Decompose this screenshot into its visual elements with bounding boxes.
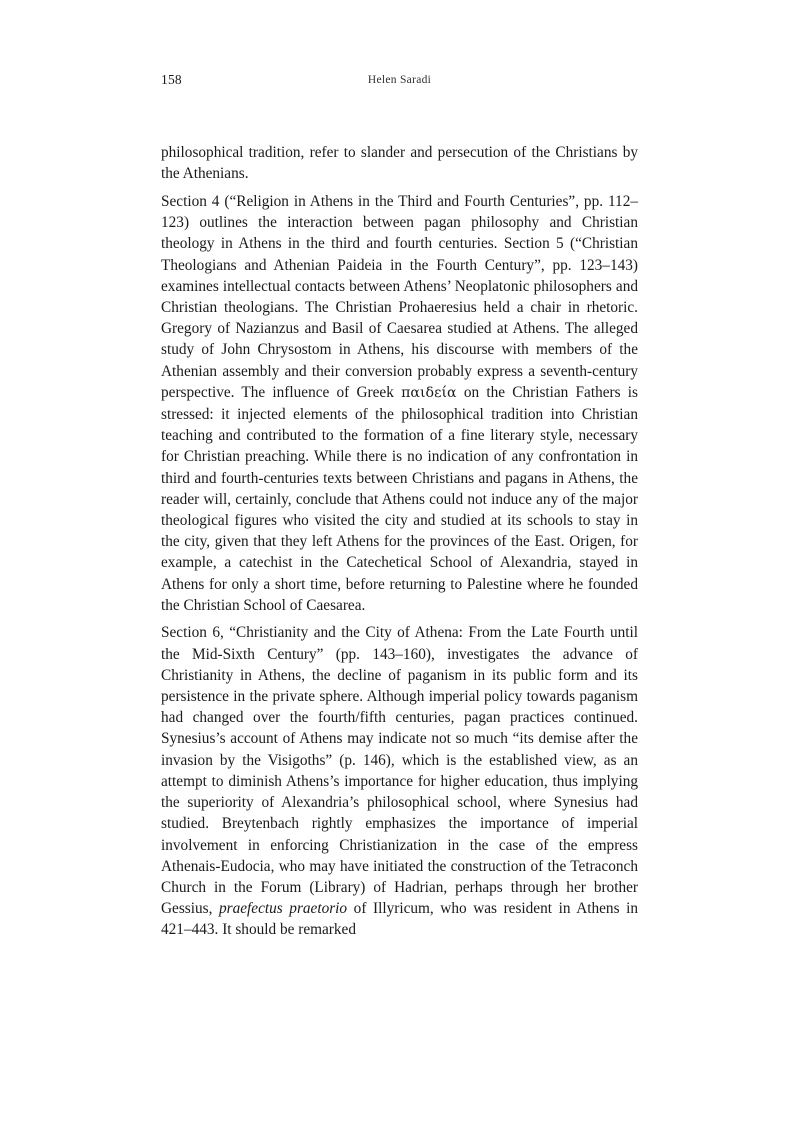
page-number: 158: [161, 72, 182, 87]
paragraph-3-text-before-italic: Section 6, “Christianity and the City of Athena: From the Late Fourth until the Mid-Sixth Century” (pp. 143–160), investigates the advance of Christianity in Athens, the decline of paganism in its public form and its persistence in the private sphere. Although imperial policy towards paganism had changed over the fourth/fifth centuries, pagan practices continued. Synesius’s account of Athens may indicate not so much “its demise after the invasion by the Visigoths” (p. 146), which is the established view, as an attempt to diminish Athens’s importance for higher education, thus implying the superiority of Alexandria’s philosophical school, where Synesius had studied. Breytenbach rightly emphasizes the importance of imperial involvement in enforcing Christianization in the case of the empress Athenais-Eudocia, who may have initiated the construction of the Tetraconch Church in the Forum (Library) of Hadrian, perhaps through her brother Gessius,: [161, 624, 638, 918]
paragraph-1: [161, 142, 638, 184]
body-text-block: [161, 142, 638, 941]
paragraph-3-text-after-italic: of Illyricum, who was resident in Athens in 421–443. It should be remarked: [161, 900, 638, 939]
paragraph-2-text-before-greek: Section 4 (“Religion in Athens in the Third and Fourth Centuries”, pp. 112–123) outlines the interaction between pagan philosophy and Christian theology in Athens in the third and fourth centuries. Section 5 (“Christian Theologians and Athenian Paideia in the Fourth Century”, pp. 123–143) examines intellectual contacts between Athens’ Neoplatonic philosophers and Christian theologians. The Christian Prohaeresius held a chair in rhetoric. Gregory of Nazianzus and Basil of Caesarea studied at Athens. The alleged study of John Chrysostom in Athens, his discourse with members of the Athenian assembly and their conversion probably express a seventh-century perspective. The influence of Greek: [161, 192, 638, 401]
running-head-title: Helen Saradi: [367, 74, 432, 86]
paragraph-1-text: philosophical tradition, refer to slander and persecution of the Christians by the Athenians.: [161, 144, 638, 183]
greek-term-paideia: παιδεία: [401, 384, 457, 401]
latin-term-praefectus-praetorio: praefectus praetorio: [219, 900, 348, 918]
paragraph-3: [161, 622, 638, 940]
paragraph-2-text-after-greek: on the Christian Fathers is stressed: it injected elements of the philosophical tradition into Christian teaching and contributed to the formation of a fine literary style, necessary for Christian preaching. While there is no indication of any confrontation in third and fourth-centuries texts between Christians and pagans in Athens, the reader will, certainly, conclude that Athens could not induce any of the major theological figures who visited the city and studied at its schools to stay in the city, given that they left Athens for the provinces of the East. Origen, for example, a catechist in the Catechetical School of Alexandria, stayed in Athens for only a short time, before returning to Palestine where he founded the Christian School of Caesarea.: [161, 383, 638, 614]
paragraph-2: [161, 191, 638, 616]
running-head: [161, 72, 638, 92]
